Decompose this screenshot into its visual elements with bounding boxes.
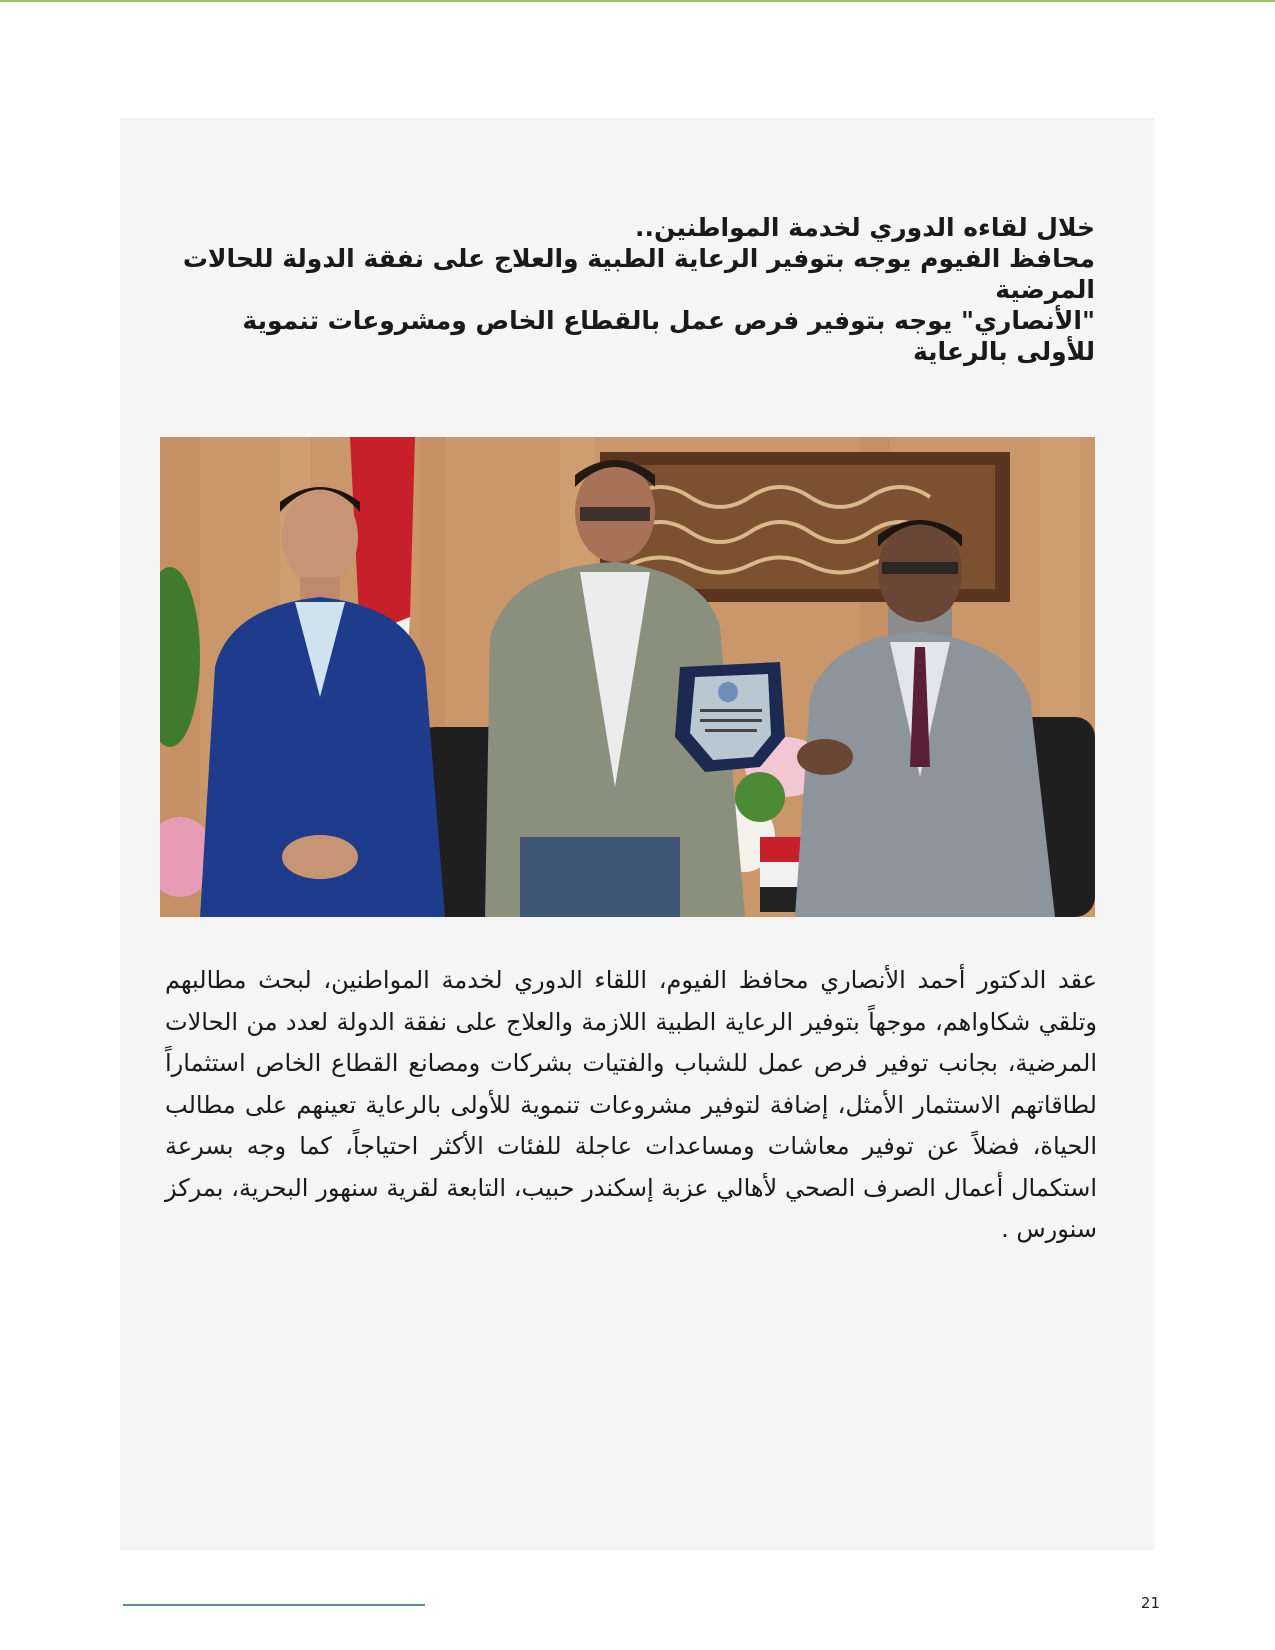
plaque <box>675 662 785 772</box>
headline-line-3: "الأنصاري" يوجه بتوفير فرص عمل بالقطاع الخاص ومشروعات تنموية للأولى بالرعاية <box>242 306 1095 366</box>
footer-rule <box>123 1604 425 1606</box>
top-rule <box>0 0 1275 2</box>
article-photo <box>160 437 1095 917</box>
article-body: عقد الدكتور أحمد الأنصاري محافظ الفيوم، اللقاء الدوري لخدمة المواطنين، لبحث مطالبهم وتلقي شكاواهم، موجهاً بتوفير الرعاية الطبية اللازمة والعلاج على نفقة الدولة لعدد من الحالات المرضية، بجانب توفير فرص عمل للشباب والفتيات بشركات ومصانع القطاع الخاص استثماراً لطاقاتهم الاستثمار الأمثل، إضافة لتوفير مشروعات تنموية للأولى بالرعاية تعينهم على مطالب الحياة، فضلاً عن توفير معاشات ومساعدات عاجلة للفئات الأكثر احتياجاً، كما وجه بسرعة استكمال أعمال الصرف الصحي لأهالي عزبة إسكندر حبيب، التابعة لقرية سنهور البحرية، بمركز سنورس . <box>165 966 1097 1243</box>
headline-line-1: خلال لقاءه الدوري لخدمة المواطنين.. <box>635 213 1095 242</box>
article-headline <box>180 212 1095 367</box>
headline-line-2: محافظ الفيوم يوجه بتوفير الرعاية الطبية والعلاج على نفقة الدولة للحالات المرضية <box>182 244 1095 304</box>
page-number: 21 <box>1140 1594 1160 1612</box>
